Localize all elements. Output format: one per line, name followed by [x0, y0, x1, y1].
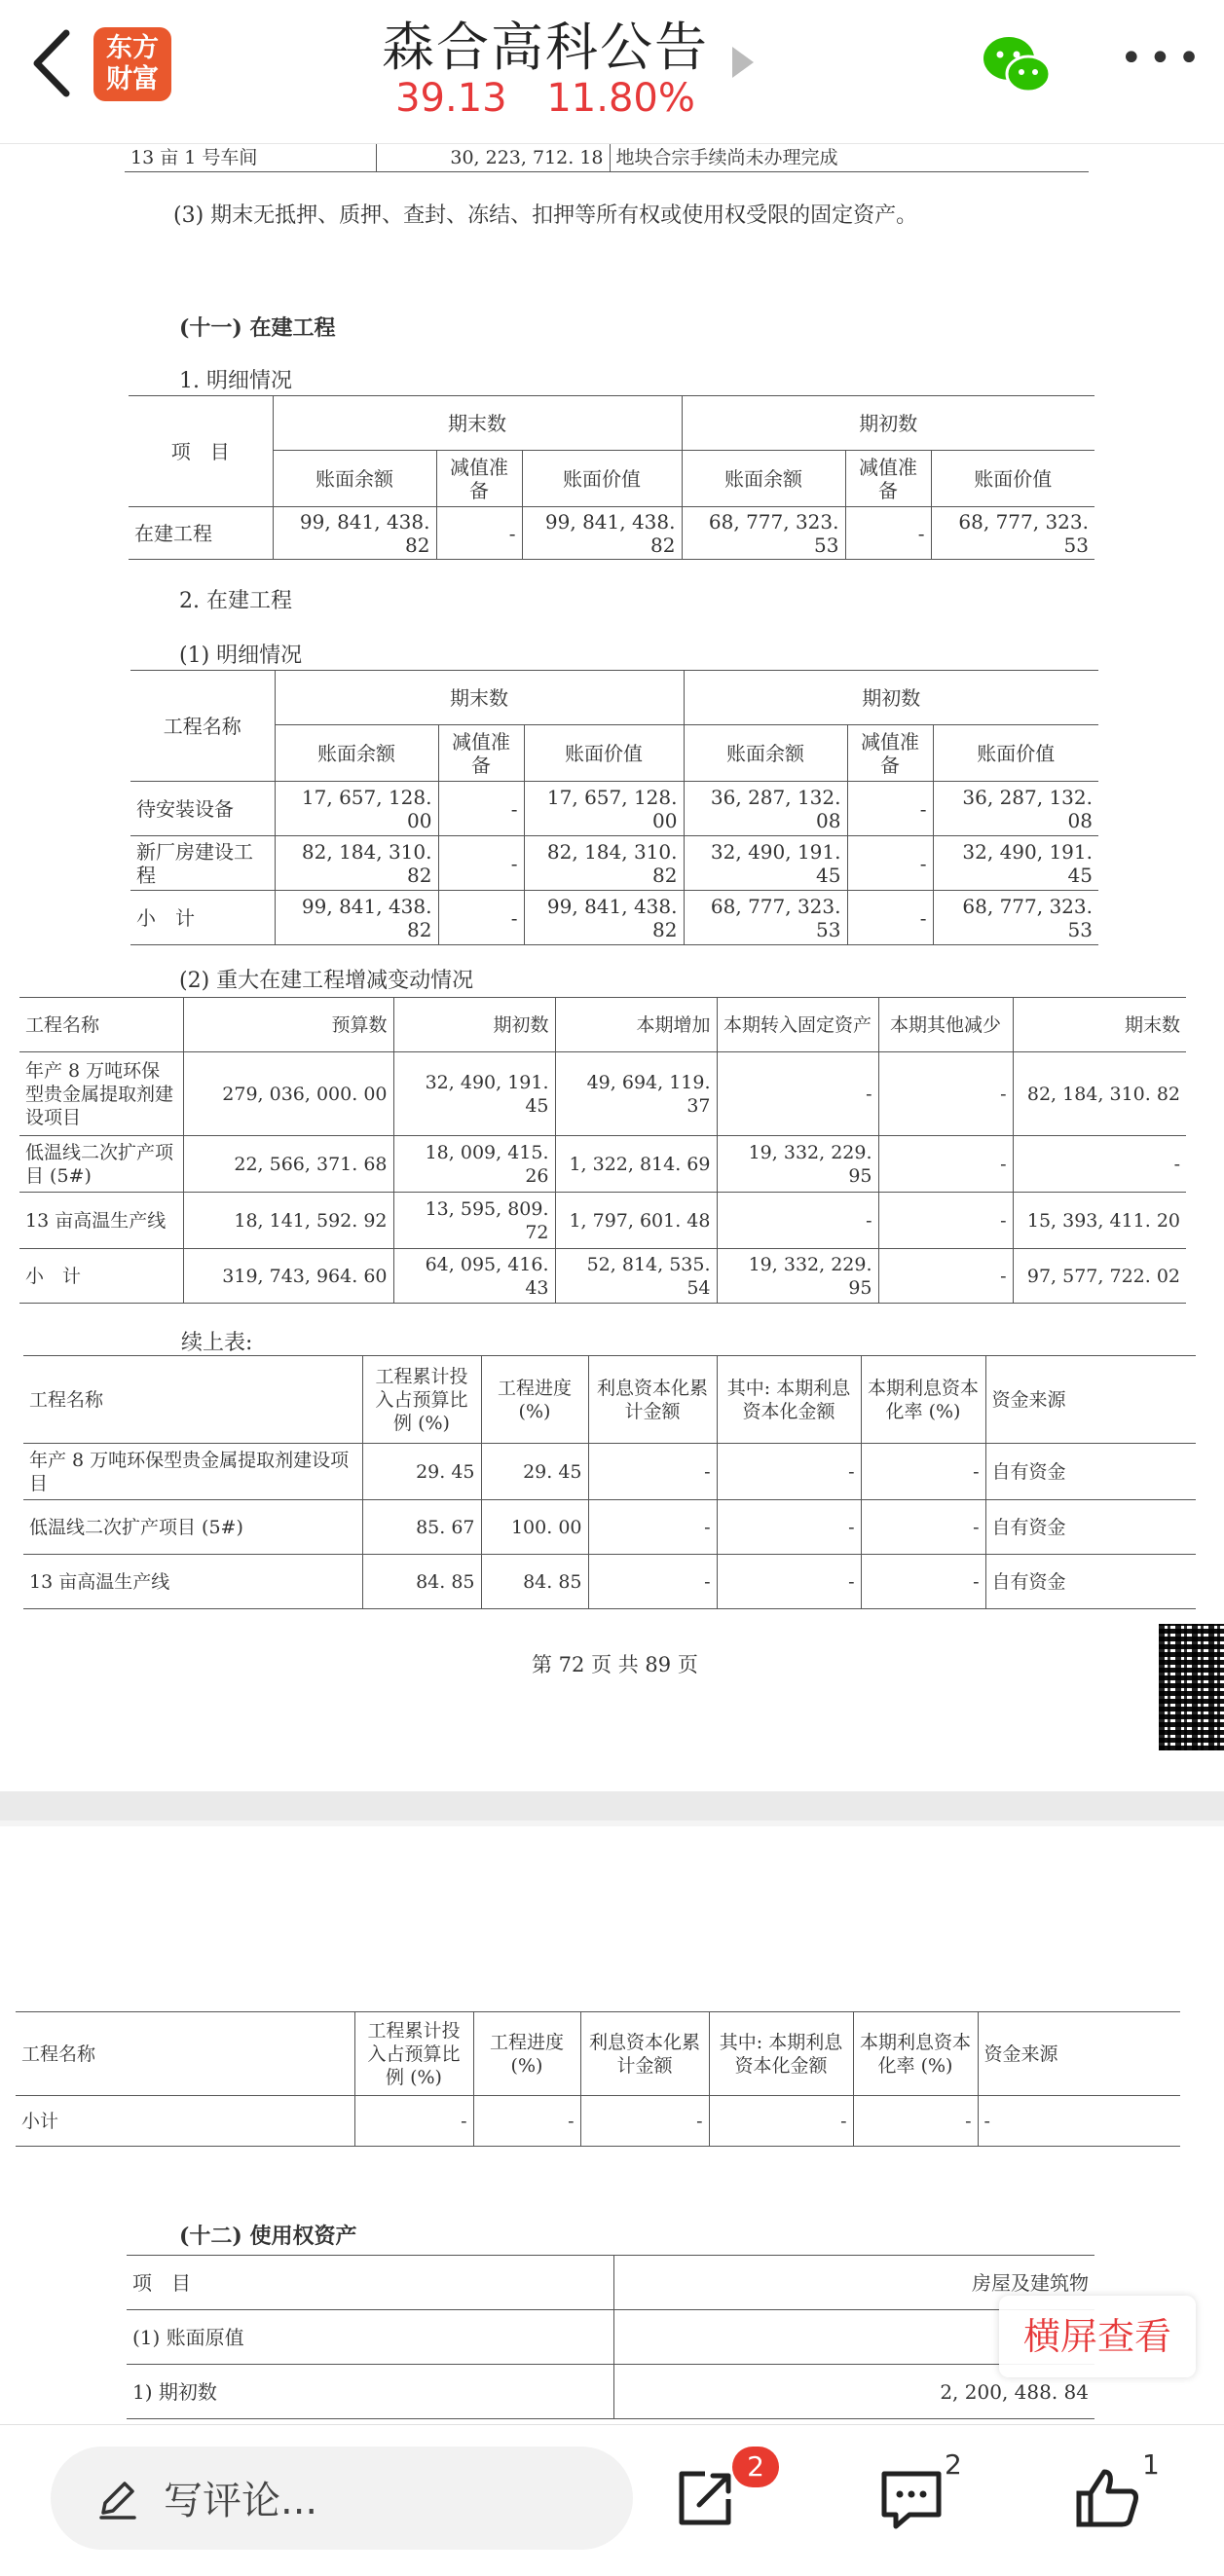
table-cell: 低温线二次扩产项目 (5#) — [23, 1500, 362, 1555]
table-header: 账面余额 — [275, 725, 438, 782]
table-cell: 小 计 — [19, 1249, 183, 1304]
app-logo[interactable] — [93, 27, 171, 101]
table-cell: - — [1013, 1136, 1186, 1193]
table-cell: 在建工程 — [129, 507, 273, 560]
table-cell: 待安装设备 — [130, 782, 275, 836]
table-cell: 13 亩高温生产线 — [23, 1555, 362, 1609]
table-cell: 13, 595, 809. 72 — [393, 1193, 555, 1249]
table-cell: 15, 393, 411. 20 — [1013, 1193, 1186, 1249]
table-row — [19, 1249, 1186, 1304]
table-cell: 36, 287, 132. 08 — [684, 782, 847, 836]
table-row — [130, 836, 1098, 891]
table-cell: 1, 322, 814. 69 — [555, 1136, 717, 1193]
table-cell: 小 计 — [130, 891, 275, 945]
table-cell: 319, 743, 964. 60 — [183, 1249, 393, 1304]
table-cell: 84. 85 — [362, 1555, 481, 1609]
table-header: 期末数 — [273, 396, 682, 451]
construction-summary-table — [129, 395, 1094, 560]
table-header-row — [127, 2256, 1094, 2310]
table-row — [19, 1052, 1186, 1136]
table-header: 账面余额 — [684, 725, 847, 782]
construction-continued-table — [23, 1355, 1196, 1609]
table-cell: - — [878, 1052, 1013, 1136]
table-header: 账面价值 — [522, 451, 682, 507]
table-header: 工程进度 (%) — [473, 2012, 580, 2096]
table-header: 其中: 本期利息资本化金额 — [709, 2012, 853, 2096]
subheading: (2) 重大在建工程增减变动情况 — [179, 969, 474, 993]
comment-input[interactable] — [51, 2447, 633, 2550]
landscape-view-button[interactable]: 横屏查看 — [999, 2296, 1196, 2377]
table-header: 预算数 — [183, 998, 393, 1052]
table-cell: 2, 200, 488. 84 — [613, 2365, 1094, 2419]
construction-detail-table — [130, 670, 1098, 945]
table-cell: (1) 账面原值 — [127, 2310, 613, 2365]
table-cell: - — [580, 2096, 709, 2147]
table-cell: - — [861, 1500, 985, 1555]
table-cell: 自有资金 — [985, 1500, 1196, 1555]
table-cell: 84. 85 — [481, 1555, 588, 1609]
table-cell: 年产 8 万吨环保型贵金属提取剂建设项目 — [23, 1444, 362, 1500]
comment-icon[interactable] — [876, 2464, 946, 2534]
table-cell: 13 亩 1 号车间 — [125, 144, 376, 172]
table-header: 工程累计投入占预算比例 (%) — [354, 2012, 473, 2096]
table-cell: - — [853, 2096, 978, 2147]
right-of-use-assets-table — [127, 2255, 1094, 2419]
table-header: 工程名称 — [19, 998, 183, 1052]
table-cell: 18, 009, 415. 26 — [393, 1136, 555, 1193]
table-cell: 68, 777, 323. 53 — [931, 507, 1094, 560]
logo-line-2: 财富 — [106, 64, 159, 94]
table-cell: - — [847, 891, 933, 945]
table-header: 本期增加 — [555, 998, 717, 1052]
table-cell: 17, 657, 128. 00 — [524, 782, 684, 836]
section-heading: (十二) 使用权资产 — [179, 2224, 357, 2249]
subheading: 1. 明细情况 — [179, 369, 292, 393]
table-cell: - — [354, 2096, 473, 2147]
table-cell: 30, 223, 712. 18 — [376, 144, 610, 172]
table-header: 本期利息资本化率 (%) — [861, 1356, 985, 1444]
table-header: 账面余额 — [273, 451, 436, 507]
comment-placeholder: 写评论... — [164, 2479, 318, 2523]
table-cell: 29. 45 — [481, 1444, 588, 1500]
table-header: 期末数 — [1013, 998, 1186, 1052]
share-icon[interactable] — [670, 2464, 740, 2534]
table-header: 账面价值 — [931, 451, 1094, 507]
continued-label: 续上表: — [181, 1331, 253, 1355]
table-cell: - — [438, 782, 524, 836]
table-cell: - — [588, 1444, 717, 1500]
table-cell: 99, 841, 438. 82 — [273, 507, 436, 560]
page-separator — [0, 1791, 1224, 1821]
table-cell: - — [717, 1500, 861, 1555]
table-row — [23, 1444, 1196, 1500]
table-cell: 52, 814, 535. 54 — [555, 1249, 717, 1304]
table-header: 利息资本化累计金额 — [580, 2012, 709, 2096]
document-scan — [0, 144, 1224, 2424]
top-row-table — [125, 144, 1089, 172]
table-cell: 99, 841, 438. 82 — [275, 891, 438, 945]
table-cell: 32, 490, 191. 45 — [684, 836, 847, 891]
table-header: 工程进度 (%) — [481, 1356, 588, 1444]
table-cell: - — [709, 2096, 853, 2147]
table-header-row — [19, 998, 1186, 1052]
table-cell: - — [588, 1555, 717, 1609]
comment-count: 2 — [945, 2448, 962, 2481]
table-header: 资金来源 — [985, 1356, 1196, 1444]
top-bar — [0, 0, 1224, 144]
stock-change: 11.80% — [546, 76, 695, 121]
wechat-icon[interactable] — [980, 33, 1054, 97]
table-header: 项 目 — [127, 2256, 613, 2310]
table-cell: 68, 777, 323. 53 — [682, 507, 845, 560]
table-cell: - — [717, 1555, 861, 1609]
table-cell: - — [473, 2096, 580, 2147]
table-header: 利息资本化累计金额 — [588, 1356, 717, 1444]
table-cell: 32, 490, 191. 45 — [933, 836, 1098, 891]
table-cell: - — [438, 891, 524, 945]
table-cell: - — [861, 1444, 985, 1500]
table-row — [23, 1500, 1196, 1555]
table-cell: - — [878, 1136, 1013, 1193]
table-cell: 99, 841, 438. 82 — [524, 891, 684, 945]
table-cell: 13 亩高温生产线 — [19, 1193, 183, 1249]
table-cell: - — [861, 1555, 985, 1609]
table-cell: 自有资金 — [985, 1555, 1196, 1609]
table-cell: 49, 694, 119. 37 — [555, 1052, 717, 1136]
table-cell: - — [847, 782, 933, 836]
page-number: 第 72 页 共 89 页 — [532, 1653, 698, 1676]
table-cell: 18, 141, 592. 92 — [183, 1193, 393, 1249]
logo-line-1: 东方 — [106, 33, 159, 63]
table-cell: 1, 797, 601. 48 — [555, 1193, 717, 1249]
table-header: 期初数 — [684, 671, 1098, 725]
table-header: 工程名称 — [16, 2012, 354, 2096]
table-cell: - — [978, 2096, 1180, 2147]
table-cell: 279, 036, 000. 00 — [183, 1052, 393, 1136]
table-cell: 68, 777, 323. 53 — [933, 891, 1098, 945]
table-header: 本期其他减少 — [878, 998, 1013, 1052]
table-cell: - — [878, 1193, 1013, 1249]
table-cell: 19, 332, 229. 95 — [717, 1136, 878, 1193]
table-header-row — [23, 1356, 1196, 1444]
table-cell: 小计 — [16, 2096, 354, 2147]
table-cell: 19, 332, 229. 95 — [717, 1249, 878, 1304]
stock-quote[interactable] — [292, 76, 798, 121]
section-heading: (十一) 在建工程 — [179, 315, 336, 341]
construction-subtotal-table — [16, 2011, 1180, 2147]
back-arrow-icon[interactable] — [23, 23, 82, 103]
table-cell: - — [588, 1500, 717, 1555]
bottom-bar — [0, 2424, 1224, 2576]
table-header: 账面价值 — [524, 725, 684, 782]
table-cell: - — [436, 507, 522, 560]
like-count: 1 — [1142, 2448, 1160, 2481]
table-cell: 85. 67 — [362, 1500, 481, 1555]
table-cell: 17, 657, 128. 00 — [275, 782, 438, 836]
table-header: 工程累计投入占预算比例 (%) — [362, 1356, 481, 1444]
table-cell: 新厂房建设工程 — [130, 836, 275, 891]
table-cell: 64, 095, 416. 43 — [393, 1249, 555, 1304]
table-header: 本期利息资本化率 (%) — [853, 2012, 978, 2096]
table-header: 房屋及建筑物 — [613, 2256, 1094, 2310]
table-header: 期初数 — [682, 396, 1094, 451]
pencil-icon — [95, 2476, 140, 2521]
subheading: (1) 明细情况 — [179, 644, 303, 668]
stock-price: 39.13 — [395, 76, 507, 121]
like-icon[interactable] — [1073, 2464, 1143, 2534]
table-cell: 低温线二次扩产项目 (5#) — [19, 1136, 183, 1193]
major-construction-table — [19, 997, 1186, 1304]
table-cell: - — [717, 1444, 861, 1500]
table-row — [130, 891, 1098, 945]
table-cell: 32, 490, 191. 45 — [393, 1052, 555, 1136]
table-header-row — [16, 2012, 1180, 2096]
table-header: 资金来源 — [978, 2012, 1180, 2096]
table-cell: 99, 841, 438. 82 — [522, 507, 682, 560]
table-row — [130, 782, 1098, 836]
table-header: 期末数 — [275, 671, 684, 725]
table-header: 账面价值 — [933, 725, 1098, 782]
table-cell: 年产 8 万吨环保型贵金属提取剂建设项目 — [19, 1052, 183, 1136]
table-cell: - — [847, 836, 933, 891]
table-cell: 68, 777, 323. 53 — [684, 891, 847, 945]
table-cell: 36, 287, 132. 08 — [933, 782, 1098, 836]
table-cell: - — [717, 1052, 878, 1136]
table-cell: 1) 期初数 — [127, 2365, 613, 2419]
page-separator-shadow — [0, 1821, 1224, 1826]
table-cell: - — [845, 507, 931, 560]
subheading: 2. 在建工程 — [179, 589, 292, 613]
table-header: 工程名称 — [130, 671, 275, 782]
table-header: 本期转入固定资产 — [717, 998, 878, 1052]
table-header: 账面余额 — [682, 451, 845, 507]
table-cell: 地块合宗手续尚未办理完成 — [610, 144, 1089, 172]
table-header: 减值准备 — [847, 725, 933, 782]
qr-code — [1159, 1624, 1224, 1750]
table-row — [19, 1136, 1186, 1193]
table-cell: 82, 184, 310. 82 — [524, 836, 684, 891]
table-cell: 29. 45 — [362, 1444, 481, 1500]
table-cell: - — [438, 836, 524, 891]
share-badge: 2 — [732, 2447, 779, 2487]
table-header: 其中: 本期利息资本化金额 — [717, 1356, 861, 1444]
table-cell: 82, 184, 310. 82 — [275, 836, 438, 891]
table-header: 减值准备 — [438, 725, 524, 782]
table-cell: 自有资金 — [985, 1444, 1196, 1500]
more-icon[interactable]: ••• — [1120, 36, 1206, 81]
table-row — [127, 2365, 1094, 2419]
table-cell: - — [878, 1249, 1013, 1304]
table-row — [19, 1193, 1186, 1249]
table-row — [16, 2096, 1180, 2147]
table-row — [127, 2310, 1094, 2365]
play-triangle-icon[interactable] — [732, 47, 754, 78]
table-header: 减值准备 — [845, 451, 931, 507]
table-header: 工程名称 — [23, 1356, 362, 1444]
table-header: 期初数 — [393, 998, 555, 1052]
page-title: 森合高科公告 — [382, 17, 709, 78]
table-cell: 97, 577, 722. 02 — [1013, 1249, 1186, 1304]
table-cell: 100. 00 — [481, 1500, 588, 1555]
table-cell: - — [717, 1193, 878, 1249]
table-row — [129, 507, 1094, 560]
table-header: 项 目 — [129, 396, 273, 507]
table-cell: 22, 566, 371. 68 — [183, 1136, 393, 1193]
table-cell: 82, 184, 310. 82 — [1013, 1052, 1186, 1136]
table-row — [23, 1555, 1196, 1609]
note-text: (3) 期末无抵押、质押、查封、冻结、扣押等所有权或使用权受限的固定资产。 — [173, 203, 918, 228]
table-header: 减值准备 — [436, 451, 522, 507]
